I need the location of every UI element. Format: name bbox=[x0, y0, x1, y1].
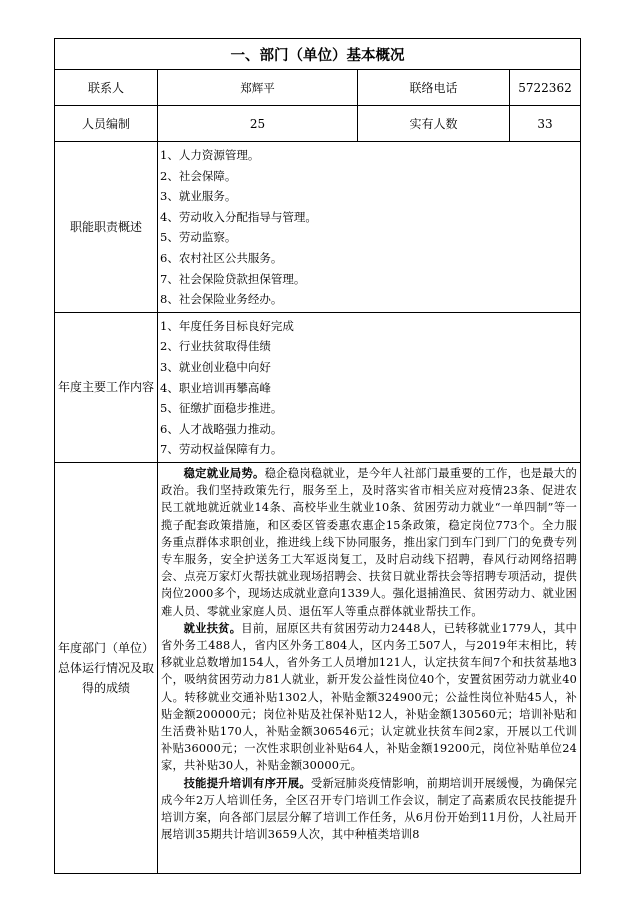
actual-staff-value: 33 bbox=[510, 106, 581, 142]
list-item: 5、劳动监察。 bbox=[160, 230, 237, 245]
paragraph-text: 目前，屈原区共有贫困劳动力2448人，已转移就业1779人，其中省外务工488人，省内区外务工804人，区内务工507人，与2019年末相比，转移就业总数增加154人，省外务工人员增加121人，认定扶贫车间7个和扶贫基地3个，吸纳贫困劳动力81人就业，新开发公益性岗位40个，安置贫困劳动力就业40人。转移就业交通补贴1302人，补贴金额324900元；公益性岗位补贴45人，补贴金额200000元；岗位补贴及社保补贴12人，补贴金额130560元；培训补贴和生活费补贴170人，补贴金额306546元；认定就业扶贫车间2家，开展以工代训补贴36000元；一次性求职创业补贴64人，补贴金额19200元，岗位补贴单位24家，共补贴30人，补贴金额30000元。 bbox=[161, 621, 577, 773]
phone-label: 联络电话 bbox=[358, 70, 510, 106]
list-item: 1、年度任务目标良好完成 bbox=[160, 318, 294, 333]
overall-content bbox=[158, 462, 581, 873]
paragraph-stable-employment bbox=[161, 465, 577, 620]
overall-label: 年度部门（单位）总体运行情况及取得的成绩 bbox=[55, 462, 158, 873]
staff-quota-label: 人员编制 bbox=[55, 106, 158, 142]
list-item: 4、职业培训再攀高峰 bbox=[160, 380, 271, 395]
paragraph-text: 稳企稳岗稳就业，是今年人社部门最重要的工作，也是最大的政治。我们坚持政策先行，服务至上，及时落实省市相关应对疫情23条、促进农民工就地就近就业14条、高校毕业生就业10条、贫困劳动力就业“一单四制”等一揽子配套政策措施，和区委区管委惠农惠企15条政策，稳定岗位773个。全力服务重点群体求职创业，推进线上线下协同服务，推出家门到车门到厂门的免费专列专车服务，安全护送务工大军返岗复工，及时启动线下招聘，春风行动网络招聘会、点亮万家灯火帮扶就业现场招聘会、扶贫日就业帮扶会等招聘专项活动，提供岗位2000多个，现场达成就业意向1339人。强化退捕渔民、贫困劳动力、就业困难人员、零就业家庭人员、退伍军人等重点群体就业帮扶工作。 bbox=[161, 466, 577, 618]
list-item: 3、就业创业稳中向好 bbox=[160, 359, 271, 374]
paragraph-employment-poverty bbox=[161, 620, 577, 775]
functions-label: 职能职责概述 bbox=[55, 142, 158, 313]
actual-staff-label: 实有人数 bbox=[358, 106, 510, 142]
paragraph-lead: 就业扶贫。 bbox=[183, 620, 242, 635]
list-item: 8、社会保险业务经办。 bbox=[160, 292, 283, 307]
phone-value: 5722362 bbox=[510, 70, 581, 106]
staff-quota-value: 25 bbox=[158, 106, 358, 142]
list-item: 7、劳动权益保障有力。 bbox=[160, 442, 283, 457]
functions-list bbox=[158, 142, 581, 313]
list-item: 2、行业扶贫取得佳绩 bbox=[160, 339, 271, 354]
paragraph-lead: 技能提升培训有序开展。 bbox=[183, 775, 311, 790]
list-item: 4、劳动收入分配指导与管理。 bbox=[160, 209, 317, 224]
basic-info-table bbox=[54, 38, 581, 874]
section-title: 一、部门（单位）基本概况 bbox=[55, 39, 581, 70]
list-item: 6、人才战略强力推动。 bbox=[160, 421, 283, 436]
paragraph-lead: 稳定就业局势。 bbox=[183, 465, 265, 480]
paragraph-skills-training bbox=[161, 775, 577, 844]
contact-label: 联系人 bbox=[55, 70, 158, 106]
paragraph-text: 受新冠肺炎疫情影响，前期培训开展缓慢，为确保完成今年2万人培训任务，全区召开专门培训工作会议，制定了高素质农民技能提升培训方案，向各部门层层分解了培训工作任务，从6月份开始到11月份，人社局开展培训35期共计培训3659人次，其中种植类培训8 bbox=[161, 776, 577, 842]
list-item: 7、社会保险贷款担保管理。 bbox=[160, 271, 306, 286]
info-sheet bbox=[54, 38, 580, 874]
list-item: 2、社会保障。 bbox=[160, 168, 237, 183]
annual-work-list bbox=[158, 312, 581, 462]
list-item: 3、就业服务。 bbox=[160, 189, 237, 204]
list-item: 6、农村社区公共服务。 bbox=[160, 250, 283, 265]
list-item: 1、人力资源管理。 bbox=[160, 148, 260, 162]
list-item: 5、征缴扩面稳步推进。 bbox=[160, 401, 283, 416]
contact-value: 郑辉平 bbox=[158, 70, 358, 106]
annual-work-label: 年度主要工作内容 bbox=[55, 312, 158, 462]
